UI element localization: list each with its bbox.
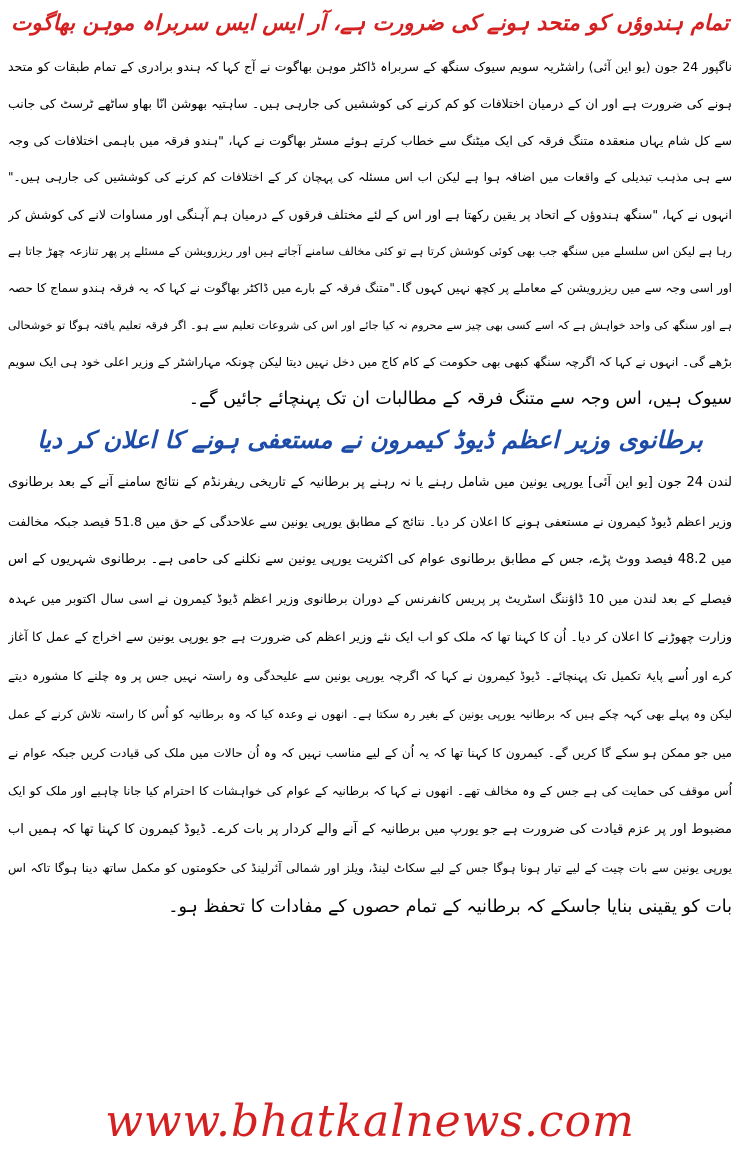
article2-line: میں جو ممکن ہو سکے گا کریں گے۔ کیمرون کا کہنا تھا کہ یہ اُن کے لیے مناسب نہیں کہ وہ اُن حالات میں ملک کی قیادت کریں جبکہ عوام نے bbox=[8, 745, 732, 760]
article2-line: مضبوط اور پر عزم قیادت کی ضرورت ہے جو یورپ میں برطانیہ کے آنے والے کردار پر بات کرے۔ ڈیوڈ کیمرون کا کہنا تھا کہ ہمیں اب bbox=[8, 821, 732, 837]
article2-line: کرے اور اُسے پایۂ تکمیل تک پہنچائے۔ ڈیوڈ کیمرون نے کہا کہ اگرچہ یورپی یونین سے علیحدگی وہ راستہ نہیں جس پر وہ چلنے کا مشورہ دیتے bbox=[8, 668, 732, 683]
article2-line: یورپی یونین سے بات چیت کے لیے تیار ہونا ہوگا جس کے لیے سکاٹ لینڈ، ویلز اور شمالی آئرلینڈ کی حکومتوں کو مکمل ساتھ دینا ہوگا تاکہ اس bbox=[8, 861, 732, 875]
article2-line: وزارت چھوڑنے کا اعلان کر دیا۔ اُن کا کہنا تھا کہ ملک کو اب ایک نئے وزیر اعظم کی ضرورت ہے جو یورپی یونین سے اخراج کے عمل کا آغاز bbox=[8, 629, 732, 644]
article1-line: سے کل شام یہاں منعقدہ متنگ فرقہ کی ایک میٹنگ سے خطاب کرتے ہوئے مسٹر بھاگوت نے کہا، "ہندو فرقہ میں باہمی اختلافات کی وجہ bbox=[8, 133, 732, 148]
article1-line: اور اسی وجہ سے میں ریزرویشن کے معاملے پر کچھ نہیں کہوں گا۔"متنگ فرقہ کے بارے میں ڈاکٹر بھاگوت نے کہا کہ یہ فرقہ ہندو سماج کا حصہ bbox=[8, 281, 732, 295]
article1-headline: تمام ہندوؤں کو متحد ہونے کی ضرورت ہے، آر ایس ایس سربراہ موہن بھاگوت bbox=[11, 11, 729, 36]
article1-line: ناگپور 24 جون (یو این آئی) راشٹریہ سویم سیوک سنگھ کے سربراہ ڈاکٹر موہن بھاگوت نے آج کہا کہ ہندو برادری کے تمام طبقات کو متحد bbox=[8, 59, 732, 74]
article1-line: بڑھے گی۔ انہوں نے کہا کہ اگرچہ سنگھ کبھی بھی حکومت کے کام کاج میں دخل نہیں دیتا لیکن چونکہ مہاراشٹر کے وزیر اعلی خود ہی ایک سویم bbox=[8, 355, 732, 369]
article1-line: ہونے کی ضرورت ہے اور ان کے درمیان اختلافات کو کم کرنے کی کوششیں کی جارہی ہیں۔ ساہتیہ بھوشن انّا بھاو ساٹھے ٹرسٹ کی جانب bbox=[8, 96, 732, 111]
article1-line: ہے اور سنگھ کی واحد خواہش ہے کہ اسے کسی بھی چیز سے محروم نہ کیا جائے اور اس کی شروعات تعلیم سے ہو۔ اگر فرقہ تعلیم یافتہ ہوگا تو خوشحالی bbox=[8, 319, 732, 332]
article2-line: بات کو یقینی بنایا جاسکے کہ برطانیہ کے تمام حصوں کے مفادات کا تحفظ ہو۔ bbox=[168, 896, 732, 917]
article2-line: لندن 24 جون [یو این آئی] یورپی یونین میں شامل رہنے یا نہ رہنے پر برطانیہ کے تاریخی ریفرنڈم کے نتائج سامنے آنے کے بعد برطانوی bbox=[8, 475, 732, 490]
article1-body bbox=[8, 48, 732, 418]
article2-line: وزیر اعظم ڈیوڈ کیمرون نے مستعفی ہونے کا اعلان کر دیا۔ نتائج کے مطابق یورپی یونین سے علاحدگی کے حق میں 51.8 فیصد جبکہ مخالفت bbox=[8, 513, 732, 529]
article1-line: رہا ہے لیکن اس سلسلے میں سنگھ جب بھی کوئی کوشش کرتا ہے تو کئی مخالف سامنے آجاتے ہیں اور ریزرویشن کے مسئلے پر پھر تنازعہ چھڑ جاتا ہے bbox=[8, 244, 732, 258]
article2-line: اُس موقف کی حمایت کی ہے جس کے وہ مخالف تھے۔ انھوں نے کہا کہ برطانیہ کے عوام کی خواہشات کا احترام کیا جانا چاہیے اور ملک کو ایک bbox=[8, 784, 732, 798]
website-footer-link[interactable]: www.bhatkalnews.com bbox=[105, 1096, 635, 1147]
article1-line: انہوں نے کہا، "سنگھ ہندوؤں کے اتحاد پر یقین رکھتا ہے اور اس کے لئے مختلف فرقوں کے درمیان ہم آہنگی اور مساوات لانے کی کوشش کر bbox=[8, 207, 732, 222]
article2-line: فیصلے کے بعد لندن میں 10 ڈاؤننگ اسٹریٹ پر پریس کانفرنس کے دوران برطانوی وزیر اعظم ڈیوڈ کیمرون نے اسی سال اکتوبر میں عہدہ bbox=[8, 590, 732, 606]
article1-line: سیوک ہیں، اس وجہ سے متنگ فرقہ کے مطالبات ان تک پہنچائے جائیں گے۔ bbox=[188, 389, 732, 409]
article2-line: میں 48.2 فیصد ووٹ پڑے، جس کے مطابق برطانوی عوام کی اکثریت یورپی یونین سے نکلنے کی حامی ہے۔ برطانوی شہریوں کے اس bbox=[8, 552, 732, 567]
article2-body bbox=[8, 464, 732, 926]
article2-headline: برطانوی وزیر اعظم ڈیوڈ کیمرون نے مستعفی ہونے کا اعلان کر دیا bbox=[37, 425, 703, 454]
article2-line: لیکن وہ پہلے بھی کہہ چکے ہیں کہ برطانیہ یورپی یونین کے بغیر رہ سکتا ہے۔ انھوں نے وعدہ کیا کہ وہ برطانیہ کو اُس کا راستہ تلاش کرنے کے عمل bbox=[8, 707, 732, 721]
article1-line: سے ہی مذہب تبدیلی کے واقعات میں اضافہ ہوا ہے لیکن اب اس مسئلہ کی پہچان کر کے اختلافات کم کرنے کی کوششیں کی جارہی ہیں۔" bbox=[8, 170, 732, 184]
